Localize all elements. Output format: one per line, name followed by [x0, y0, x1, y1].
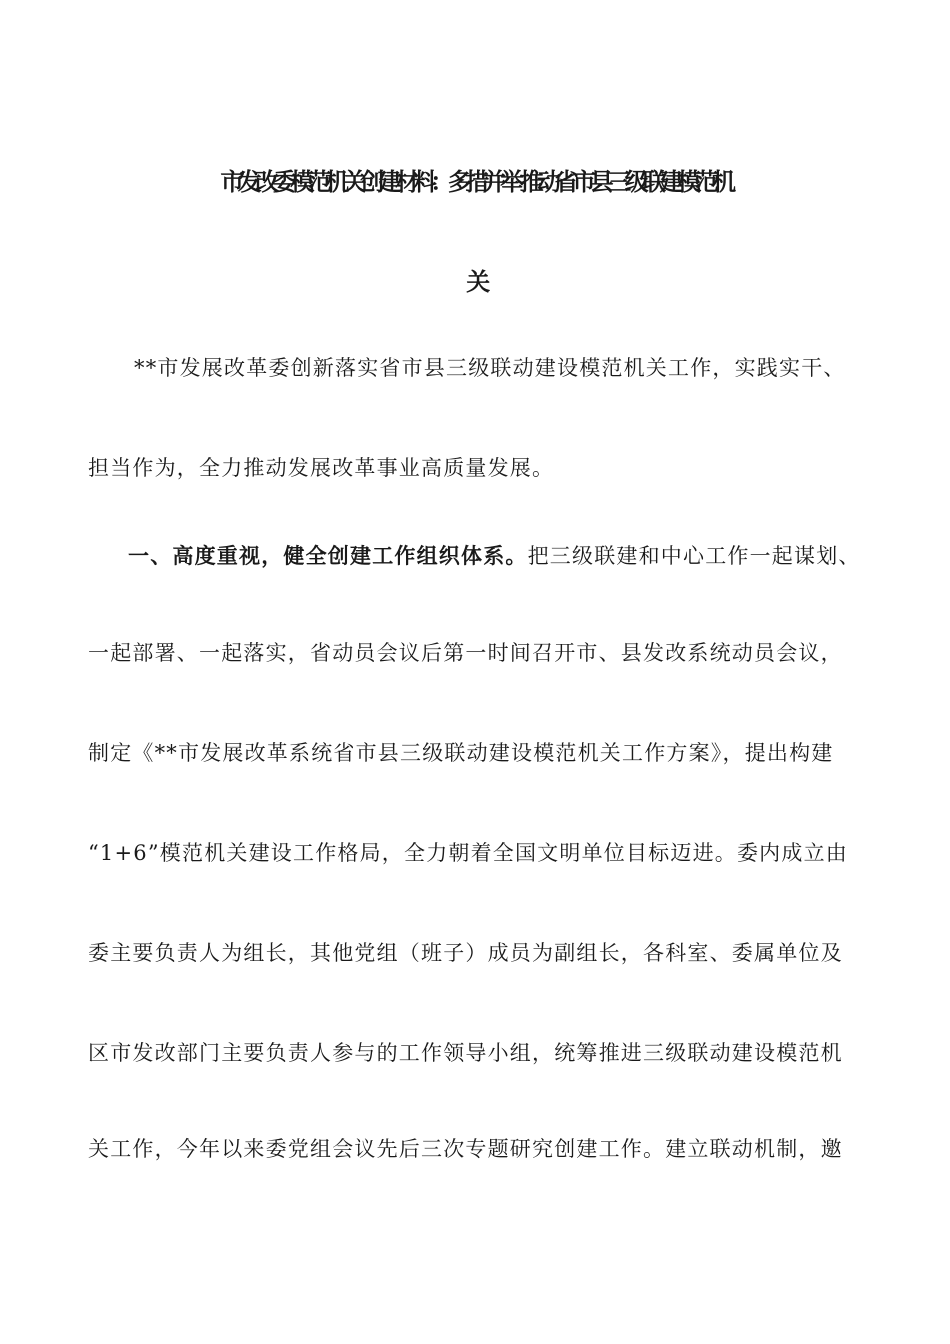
section-1-line-7: 关工作，今年以来委党组会议先后三次专题研究创建工作。建立联动机制，邀 — [88, 1137, 843, 1161]
section-1-line-5: 委主要负责人为组长，其他党组（班子）成员为副组长，各科室、委属单位及 — [88, 941, 843, 965]
section-1-first-line — [128, 540, 861, 570]
section-1-first-line-text: 把三级联建和中心工作一起谋划、 — [527, 544, 861, 568]
document-title-line-2: 关 — [466, 267, 484, 296]
section-1-line-4: “1+6”模范机关建设工作格局，全力朝着全国文明单位目标迈进。委内成立由 — [88, 841, 848, 865]
section-1-heading: 一、高度重视，健全创建工作组织体系。 — [128, 543, 528, 568]
section-1-line-6: 区市发改部门主要负责人参与的工作领导小组，统筹推进三级联动建设模范机 — [88, 1041, 843, 1065]
section-1-line-3: 制定《**市发展改革系统省市县三级联动建设模范机关工作方案》，提出构建 — [88, 741, 834, 765]
paragraph-1-line-1: **市发展改革委创新落实省市县三级联动建设模范机关工作，实践实干、 — [134, 356, 846, 380]
section-1-line-2: 一起部署、一起落实，省动员会议后第一时间召开市、县发改系统动员会议， — [88, 641, 843, 665]
document-title-line-1: 市发改委模范机关创建材料：多措并举 推动省市县三级联建模范机 — [220, 167, 730, 196]
paragraph-1-line-2: 担当作为，全力推动发展改革事业高质量发展。 — [88, 456, 555, 480]
